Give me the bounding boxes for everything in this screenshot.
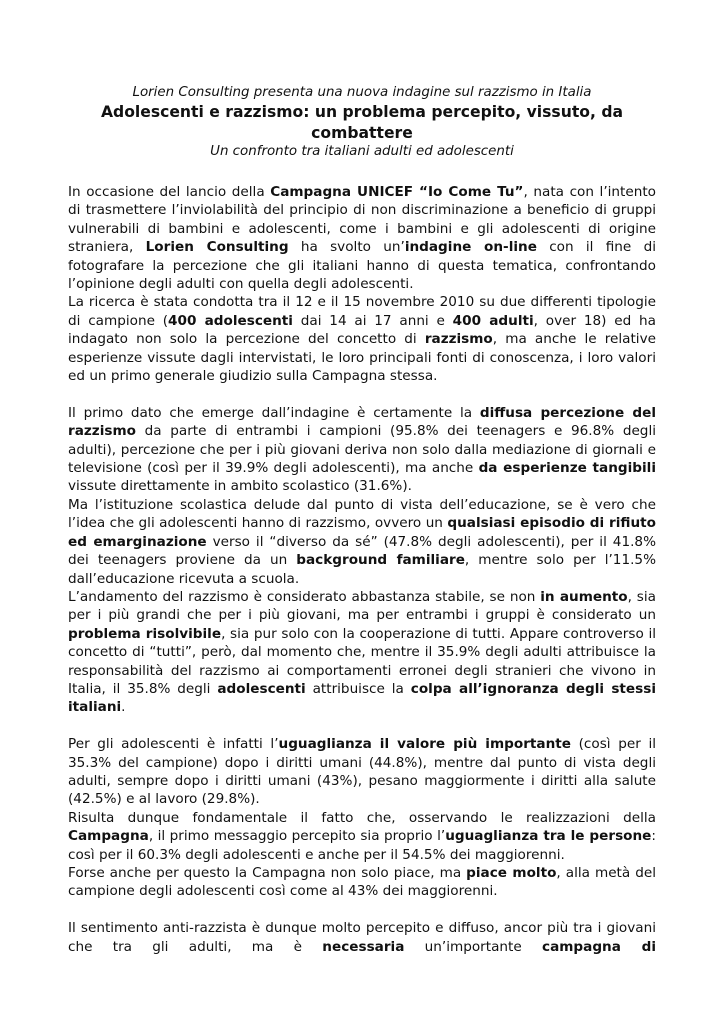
text-run: Forse anche per questo la Campagna non solo piace, ma xyxy=(68,865,467,881)
bold-run: qualsiasi episodio di rifiuto ed emarginazione xyxy=(68,515,657,550)
bold-run: adolescenti xyxy=(217,680,306,697)
text-run: dai 14 ai 17 anni e xyxy=(292,312,453,329)
paragraph-method xyxy=(68,293,656,385)
text-run: da parte di entrambi i campioni (95.8% dei teenagers e 96.8% degli adulti), percezione che per i più giovani deriva non solo dalla mediazione di giornali e televisione (così per il 39.9% degli adolescenti), ma anche xyxy=(68,423,656,477)
spacer xyxy=(68,161,656,183)
text-run: L’andamento del razzismo è considerato abbastanza stabile, se non xyxy=(68,588,541,605)
bold-run: piace molto xyxy=(466,865,557,881)
bold-run: 400 adolescenti xyxy=(168,312,293,329)
paragraph-values xyxy=(68,735,656,809)
text-run: vissute direttamente in ambito scolastico (31.6%). xyxy=(68,478,412,495)
bold-run: razzismo xyxy=(424,331,493,348)
text-run: un’importante xyxy=(404,938,543,955)
text-run: La ricerca è stata condotta tra il 12 e il 15 novembre 2010 su due differenti tipologie di campione ( xyxy=(68,294,656,329)
text-run: Per gli adolescenti è infatti l’ xyxy=(68,736,279,753)
bold-run: colpa all’ignoranza degli stessi italiani xyxy=(68,680,656,716)
text-run: (così per il 35.3% del campione) dopo i diritti umani (44.8%), mentre dal punto di vista degli adulti, sempre dopo i diritti umani (43%), pesano maggiormente i diritti alla salute (42.5%) e al lavoro (29.8%). xyxy=(68,736,656,808)
bold-run: da esperienze tangibili xyxy=(478,460,656,477)
paragraph-perception xyxy=(68,404,656,496)
bold-run: Campagna xyxy=(68,828,149,845)
paragraph-conclusion xyxy=(68,919,656,956)
text-run: , sia per i più grandi che per i più giovani, ma per entrambi i gruppi è considerato un xyxy=(68,588,656,624)
text-run: , nata con l’intento di trasmettere l’inviolabilità del principio di non discriminazione a beneficio di gruppi vulnerabili di bambini e adolescenti, come i bambini e gli adolescenti di origine straniera, xyxy=(68,184,657,256)
text-run: , over 18) ed ha indagato non solo la percezione del concetto di xyxy=(68,312,657,348)
bold-run: problema risolvibile xyxy=(68,625,222,642)
bold-run: diffusa percezione del razzismo xyxy=(68,404,656,440)
text-run: Risulta dunque fondamentale il fatto che, osservando le realizzazioni della xyxy=(68,809,656,826)
text-run: ha svolto un’ xyxy=(288,239,405,256)
text-run: : così per il 60.3% degli adolescenti e anche per il 54.5% dei maggiorenni. xyxy=(68,828,656,863)
text-run: In occasione del lancio della xyxy=(68,184,271,200)
paragraph-campaign-message xyxy=(68,809,656,864)
bold-run: Campagna UNICEF “Io Come Tu” xyxy=(270,184,524,200)
page-subtitle: Un confronto tra italiani adulti ed adolescenti xyxy=(210,144,514,159)
paragraph-campaign-liking xyxy=(68,864,656,901)
paragraph-trend xyxy=(68,588,656,717)
text-run: Ma l’istituzione scolastica delude dal punto di vista dell’educazione, se è vero che l’idea che gli adolescenti hanno di razzismo, ovvero un xyxy=(68,496,656,532)
page-title: Adolescenti e razzismo: un problema percepito, vissuto, da combattere xyxy=(100,103,624,142)
bold-run: necessaria xyxy=(322,938,405,955)
text-run: , il primo messaggio percepito sia proprio l’ xyxy=(148,828,446,845)
paragraph-school xyxy=(68,496,656,588)
text-run: , ma anche le relative esperienze vissute dagli intervistati, le loro principali fonti di conoscenza, i loro valori ed un primo generale giudizio sulla Campagna stessa. xyxy=(68,331,656,385)
paragraph-conclusion-wrap xyxy=(68,919,656,956)
bold-run: uguaglianza il valore più importante xyxy=(278,736,571,753)
text-run: Il primo dato che emerge dall’indagine è certamente la xyxy=(68,404,480,421)
bold-run: uguaglianza tra le persone xyxy=(445,828,652,845)
spacer xyxy=(68,901,656,919)
text-run: , mentre solo per l’11.5% dall’educazione ricevuta a scuola. xyxy=(68,552,656,587)
text-run: attribuisce la xyxy=(305,680,411,697)
bold-run: in aumento xyxy=(540,588,628,605)
paragraph-intro xyxy=(68,183,656,293)
bold-run: indagine on-line xyxy=(404,239,537,256)
text-run: con il fine di fotografare la percezione che gli italiani hanno di questa tematica, confrontando l’opinione degli adulti con quella degli adolescenti. xyxy=(68,239,656,293)
bold-run: campagna di xyxy=(542,938,656,955)
text-run: . xyxy=(121,699,126,716)
press-kicker: Lorien Consulting presenta una nuova indagine sul razzismo in Italia xyxy=(132,85,592,100)
text-run: Il sentimento anti-razzista è dunque molto percepito e diffuso, ancor più tra i giovani che tra gli adulti, ma è xyxy=(68,920,656,955)
bold-run: background familiare xyxy=(296,552,465,569)
spacer xyxy=(68,385,656,403)
text-run: , sia pur solo con la cooperazione di tutti. Appare controverso il concetto di “tutti”, però, dal momento che, mentre il 35.9% degli adulti attribuisce la responsabilità del razzismo ai comportamenti erronei degli stranieri che vivono in Italia, il 35.8% degli xyxy=(68,625,656,697)
spacer xyxy=(68,717,656,735)
text-run: , alla metà del campione degli adolescenti così come al 43% dei maggiorenni. xyxy=(68,865,656,900)
text-run: verso il “diverso da sé” (47.8% degli adolescenti), per il 41.8% dei teenagers proviene da un xyxy=(68,533,656,569)
bold-run: 400 adulti xyxy=(452,312,534,329)
document-page xyxy=(68,84,656,956)
bold-run: Lorien Consulting xyxy=(145,239,289,256)
